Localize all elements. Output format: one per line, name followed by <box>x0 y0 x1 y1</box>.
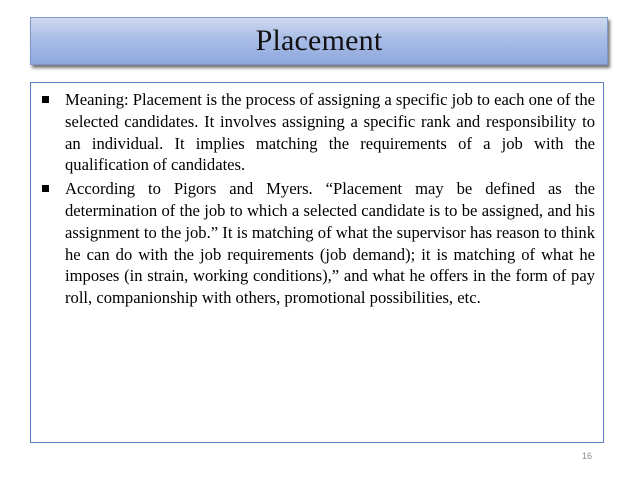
bullet-list <box>39 89 595 309</box>
slide-title: Placement <box>255 24 383 57</box>
bullet-item-definition <box>39 178 595 309</box>
bullet-item-meaning <box>39 89 595 176</box>
square-bullet-icon <box>42 96 49 103</box>
bullet-text: According to Pigors and Myers. “Placement may be defined as the determination of the job to which a selected candidate is to be assigned, and his assignment to the job.” It is matching of what the supervisor has reason to think he can do with the job requirements (job demand); it is matching of what he imposes (in strain, working conditions),” and what he offers in the form of pay roll, companionship with others, promotional possibilities, etc. <box>65 179 595 308</box>
page-number: 16 <box>582 451 593 461</box>
bullet-text: Meaning: Placement is the process of assigning a specific job to each one of the selected candidates. It involves assigning a specific rank and responsibility to an individual. It implies matching the requirements of a job with the qualification of candidates. <box>65 90 595 175</box>
content-box <box>30 82 604 443</box>
square-bullet-icon <box>42 185 49 192</box>
title-banner <box>30 17 608 65</box>
